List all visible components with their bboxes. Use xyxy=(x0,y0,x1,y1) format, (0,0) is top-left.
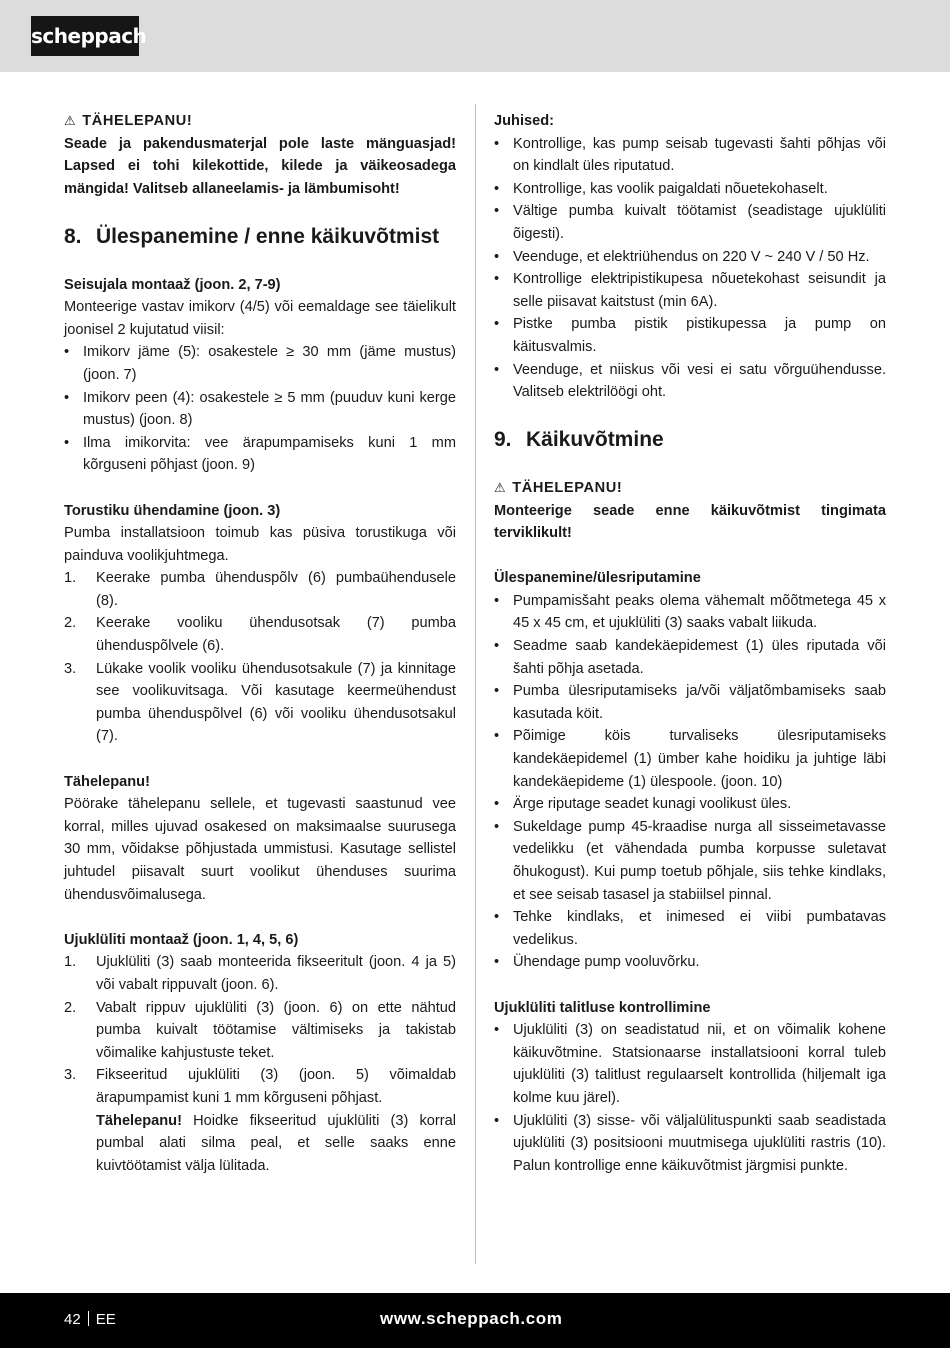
warning-triangle-icon: ⚠ xyxy=(494,479,507,495)
hanging-heading: Ülespanemine/ülesriputamine xyxy=(494,570,701,587)
right-column xyxy=(494,110,886,1177)
list-item: 1. Ujuklüliti (3) saab monteerida fikseeritult (joon. 4 ja 5) või vabalt rippuvalt (joon. 6). xyxy=(64,954,456,993)
instructions-list xyxy=(494,133,886,404)
section-9-heading xyxy=(494,426,886,454)
list-item: • Põimige köis turvaliseks ülesriputamiseks kandekäepidemel (1) ümber kahe hoidiku ja juhtige läbi kandekäepideme (1) ülespoole. (joon. 10) xyxy=(494,725,886,793)
attention-text: Pöörake tähelepanu sellele, et tugevasti saastunud vee korral, milles ujuvad osakesed on maksimaalse suurusega 30 mm, võidakse põhjustada ummistusi. Kasutage sellistel juhtudel piisavalt suurt voolikut ühenduses suurima ühendusvõimalusega. xyxy=(64,796,456,903)
list-item: • Kontrollige elektripistikupesa nõuetekohast seisundit ja selle piisavat kaitstust (min 6A). xyxy=(494,268,886,313)
list-item: 2. Vabalt rippuv ujuklüliti (3) (joon. 6) on ette nähtud pumba kuivalt töötamise vältimiseks ja takistab võimalike kahjustuste teket. xyxy=(64,999,456,1061)
header-bar xyxy=(0,0,950,72)
left-column xyxy=(64,110,456,1177)
pipe-heading: Torustiku ühendamine (joon. 3) xyxy=(64,502,281,519)
warning-triangle-icon: ⚠ xyxy=(64,113,77,128)
list-item: • Vältige pumba kuivalt töötamist (seadistage ujuklüliti õigesti). xyxy=(494,200,886,245)
list-item: 2. Keerake vooliku ühendusotsak (7) pumba ühenduspõlvele (6). xyxy=(64,615,456,655)
stand-intro: Monteerige vastav imikorv (4/5) või eemaldage see täielikult joonisel 2 kujutatud viisil: xyxy=(64,299,456,338)
list-item: 3. Lükake voolik vooliku ühendusotsakule (7) ja kinnitage see voolikuvitsaga. Või kasutage keermeühendust pumba ühenduspõlvel (6) või vooliku ühendusotsakul (7). xyxy=(64,660,456,745)
list-item: • Tehke kindlaks, et inimesed ei viibi pumbatavas vedelikus. xyxy=(494,906,886,951)
float-steps xyxy=(64,951,456,1177)
list-item: • Ilma imikorvita: vee ärapumpamiseks kuni 1 mm kõrguseni põhjast (joon. 9) xyxy=(64,432,456,477)
warning-text: Seade ja pakendusmaterjal pole laste mänguasjad! Lapsed ei tohi kilekottide, kilede ja väikeosadega mängida! Valitseb allaneelamis- ja lämbumisoht! xyxy=(64,135,456,197)
stand-heading: Seisujala montaaž (joon. 2, 7-9) xyxy=(64,276,281,293)
list-item: • Ühendage pump vooluvõrku. xyxy=(494,951,886,974)
instructions-heading: Juhised: xyxy=(494,113,555,129)
list-item: • Sukeldage pump 45-kraadise nurga all sisseimetavasse vedelikku (et vähendada pumba korpusse suletavat õhukogust). Kui pump toetub põhjale, siis tehke kindlaks, et see seisab tasasel ja stabiilsel pinnal. xyxy=(494,816,886,906)
list-item: • Veenduge, et elektriühendus on 220 V ~ 240 V / 50 Hz. xyxy=(494,246,886,269)
pipe-intro: Pumba installatsioon toimub kas püsiva torustikuga või painduva voolikjuhtmega. xyxy=(64,525,456,564)
list-item: 1. Keerake pumba ühenduspõlv (6) pumbaühendusele (8). xyxy=(64,570,456,609)
list-item: • Ujuklüliti (3) on seadistatud nii, et on võimalik kohene käikuvõtmine. Statsionaarse installatsiooni korral tuleb ujuklüliti (3) talitlust regulaarselt kontrollida (hiljemalt iga kolme kuu järel). xyxy=(494,1019,886,1109)
note-text: Hoidke fikseeritud ujuklüliti (3) korral pumbal alati silma peal, et selle saaks enne kuivtöötamist välja lülitada. xyxy=(96,1112,456,1174)
list-item: • Ujuklüliti (3) sisse- või väljalülituspunkti saab seadistada ujuklüliti (3) positsiooni muutmisega ujuklüliti rastris (10). Palun kontrollige enne käikuvõtmist järgmisi punkte. xyxy=(494,1110,886,1178)
warning-title xyxy=(494,477,886,500)
section-number: 8. xyxy=(64,224,82,248)
warning-title xyxy=(64,110,456,133)
section-8-heading xyxy=(64,223,456,251)
page-separator xyxy=(88,1311,89,1326)
page-number-text: 42 xyxy=(64,1311,81,1328)
list-item: • Pumpamisšaht peaks olema vähemalt mõõtmetega 45 x 45 x 45 cm, et ujuklüliti (3) saaks vabalt liikuda. xyxy=(494,590,886,635)
float-heading: Ujuklüliti montaaž (joon. 1, 4, 5, 6) xyxy=(64,931,299,948)
section-title: Ülespanemine / enne käikuvõtmist xyxy=(96,224,440,248)
scheppach-logo: scheppach xyxy=(31,16,139,56)
footer-bar xyxy=(0,1293,950,1348)
warning-title-text: TÄHELEPANU! xyxy=(512,479,623,496)
section-title: Käikuvõtmine xyxy=(526,428,664,452)
list-item: • Imikorv jäme (5): osakestele ≥ 30 mm (jäme mustus) (joon. 7) xyxy=(64,341,456,386)
note-label: Tähelepanu! xyxy=(96,1112,182,1129)
list-item: 3. Fikseeritud ujuklüliti (3) (joon. 5) võimaldab ärapumpamist kuni 1 mm kõrguseni põhjast. Tähelepanu! Hoidke fikseeritud ujuklüliti (3) korral pumbal alati silma peal, et selle saaks enne kuivtöötamist välja lülitada. xyxy=(64,1067,456,1174)
stand-list xyxy=(64,341,456,477)
check-list xyxy=(494,1019,886,1177)
attention-heading: Tähelepanu! xyxy=(64,773,150,790)
list-item: • Ärge riputage seadet kunagi voolikust üles. xyxy=(494,793,886,816)
section-number: 9. xyxy=(494,428,512,452)
list-item: • Pumba ülesriputamiseks ja/või väljatõmbamiseks saab kasutada köit. xyxy=(494,680,886,725)
page-number xyxy=(64,1310,116,1330)
hanging-list xyxy=(494,590,886,974)
check-heading: Ujuklüliti talitluse kontrollimine xyxy=(494,999,711,1016)
list-item: • Kontrollige, kas voolik paigaldati nõuetekohaselt. xyxy=(494,178,886,201)
warning-title-text: TÄHELEPANU! xyxy=(82,113,193,129)
list-item: • Seadme saab kandekäepidemest (1) üles riputada või šahti põhja asetada. xyxy=(494,635,886,680)
list-item: • Veenduge, et niiskus või vesi ei satu võrguühendusse. Valitseb elektrilöögi oht. xyxy=(494,359,886,404)
list-item: • Imikorv peen (4): osakestele ≥ 5 mm (puuduv kuni kerge mustus) (joon. 8) xyxy=(64,387,456,432)
website-link[interactable]: www.scheppach.com xyxy=(380,1309,563,1328)
language-code: EE xyxy=(95,1311,116,1328)
pipe-steps xyxy=(64,567,456,748)
column-divider xyxy=(475,104,476,1264)
list-item: • Pistke pumba pistik pistikupessa ja pump on käitusvalmis. xyxy=(494,313,886,358)
list-item: • Kontrollige, kas pump seisab tugevasti šahti põhjas või on kindlalt üles riputatud. xyxy=(494,133,886,178)
warning-text: Monteerige seade enne käikuvõtmist tingimata terviklikult! xyxy=(494,502,886,542)
